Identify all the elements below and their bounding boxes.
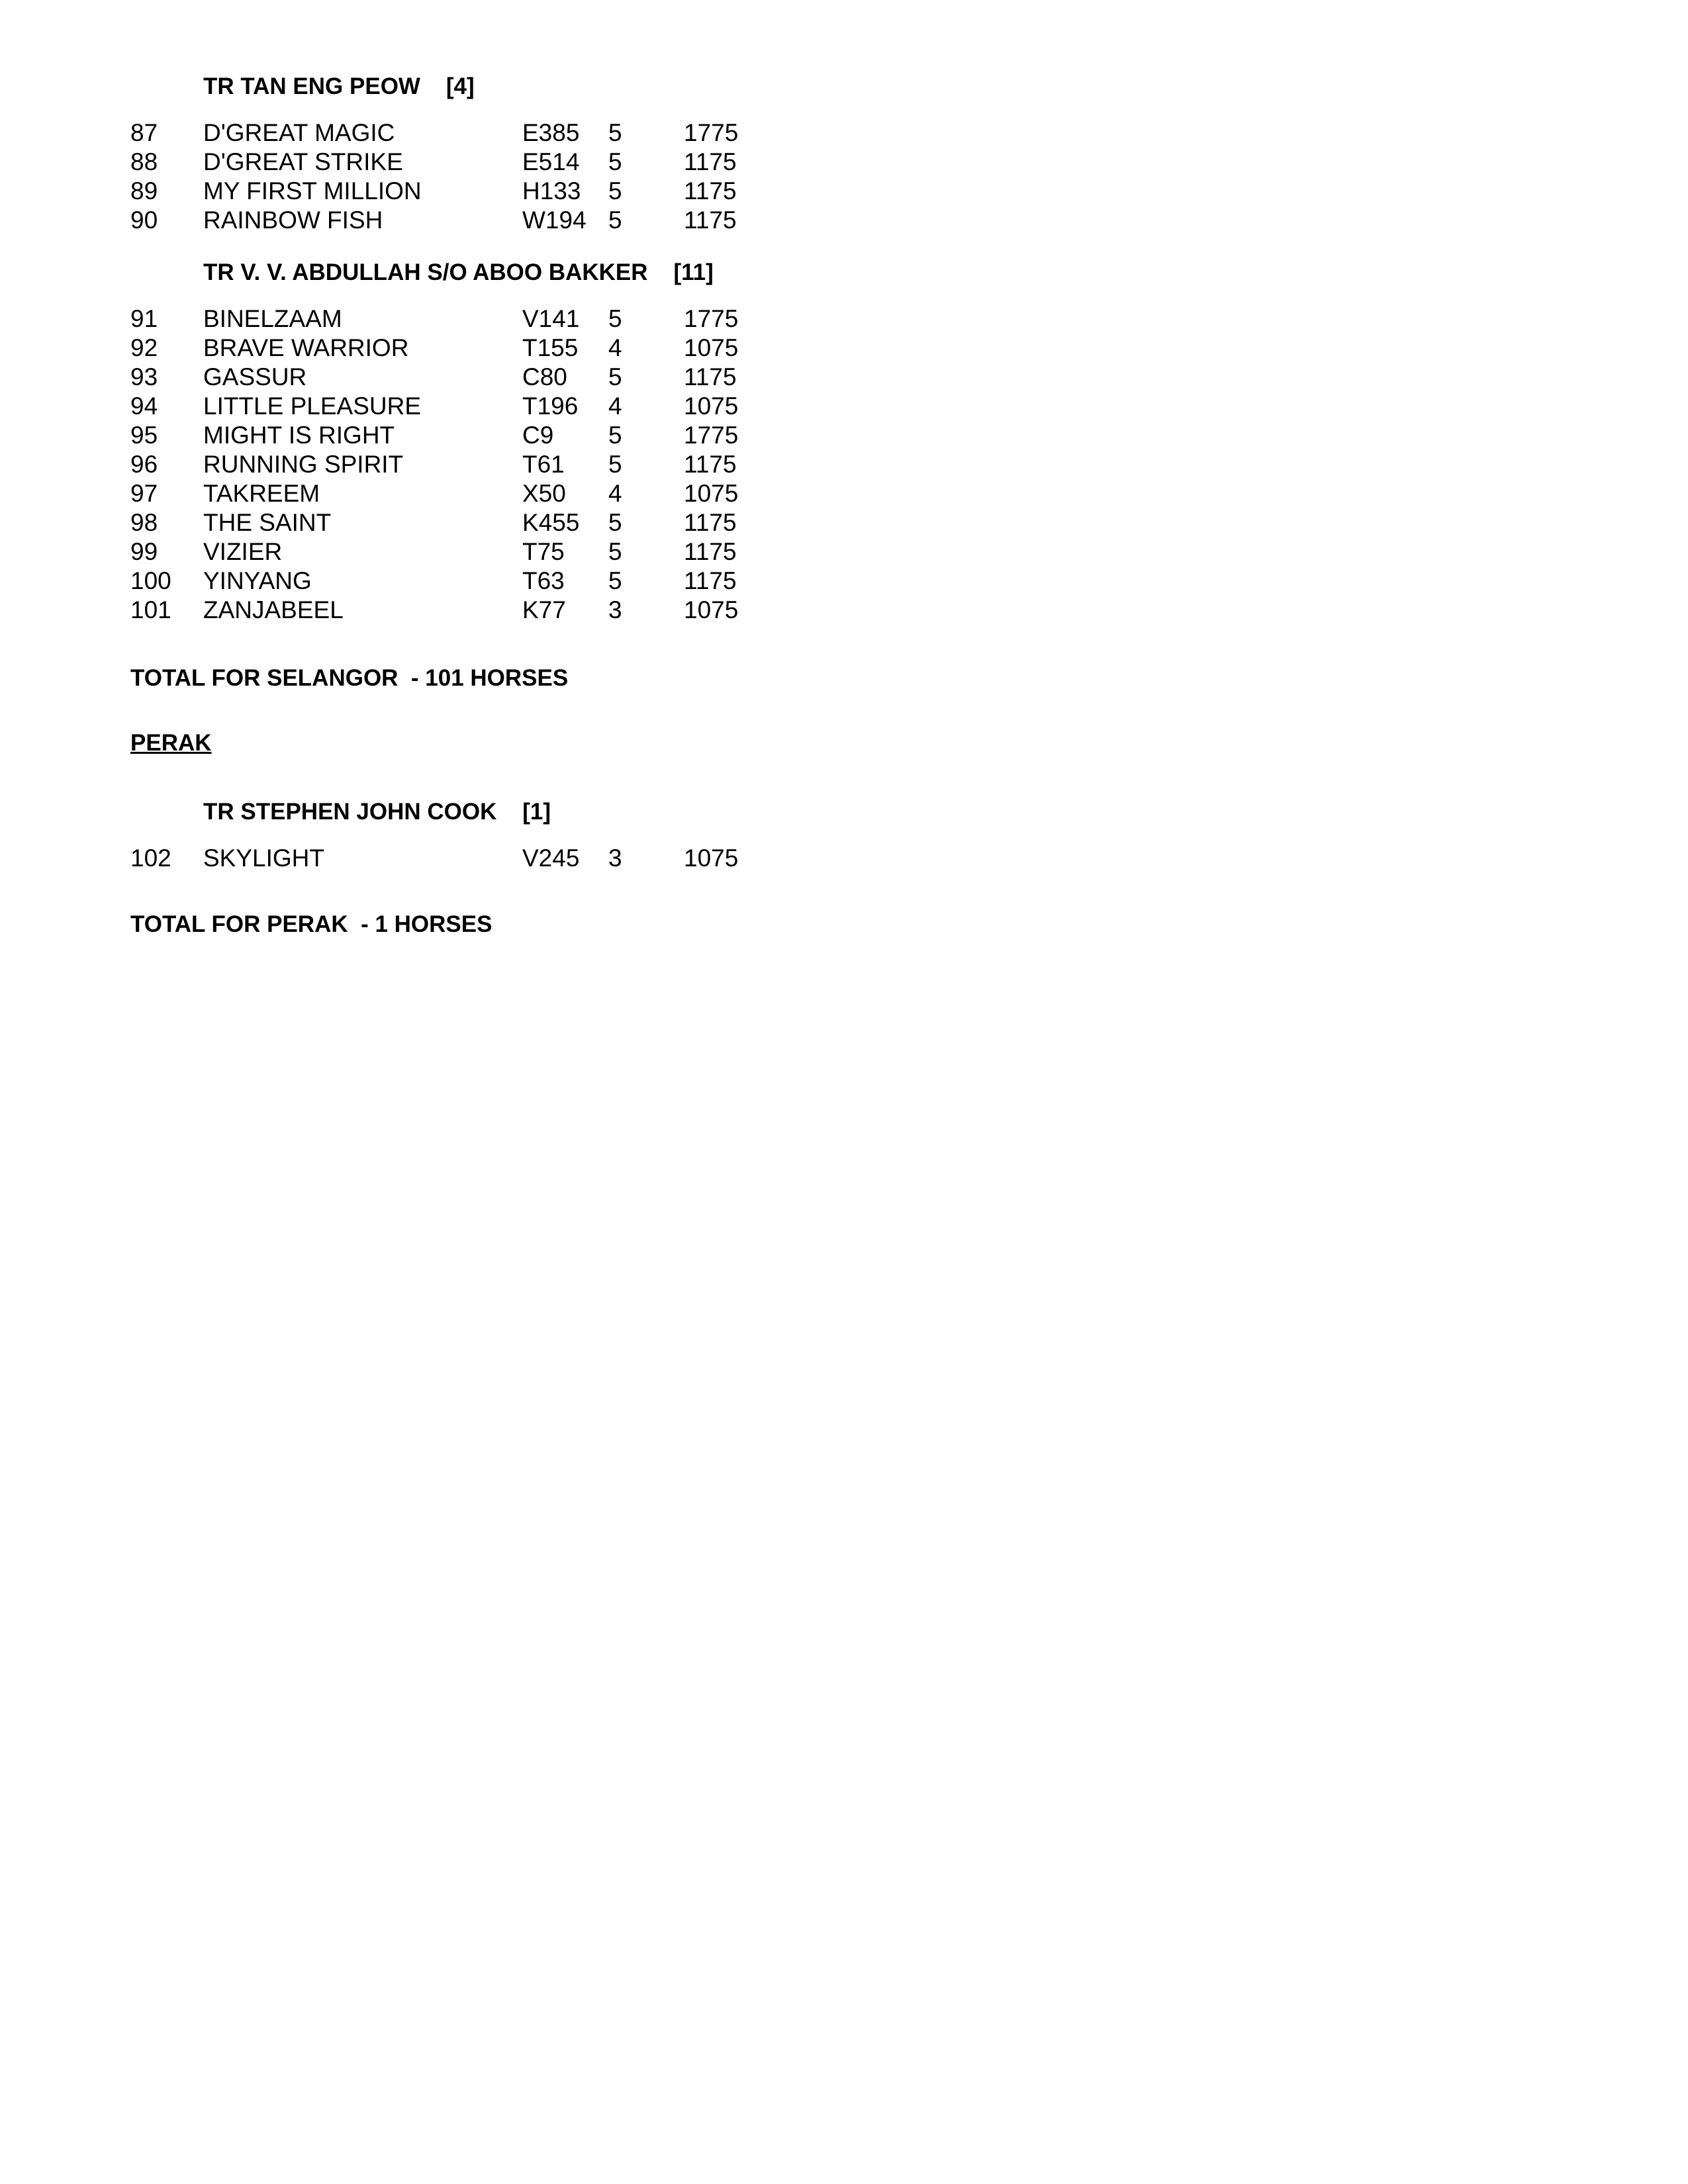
horse-age: 5 [608,422,622,449]
horse-code: V141 [522,305,580,332]
horse-code: K455 [522,509,580,536]
horse-code: H133 [522,177,581,205]
table-row [0,363,794,392]
horse-number: 93 [130,363,158,390]
horse-age: 5 [608,177,622,205]
table-row [0,148,794,177]
horse-code: W194 [522,206,586,234]
table-row [0,537,794,567]
horse-name: TAKREEM [203,480,320,507]
horse-rating: 1175 [684,538,737,565]
horse-code: E385 [522,119,580,146]
total-selangor: TOTAL FOR SELANGOR - 101 HORSES [130,665,569,691]
table-row [0,508,794,537]
horse-code: T75 [522,538,565,565]
horse-rating: 1175 [684,148,737,175]
horse-number: 95 [130,422,158,449]
horse-age: 5 [608,363,622,390]
horse-number: 102 [130,844,171,872]
horse-rating: 1175 [684,363,737,390]
table-row [0,334,794,363]
horse-rating: 1775 [684,305,739,332]
section-heading-perak: PERAK [130,730,212,756]
horse-age: 5 [608,305,622,332]
table-row [0,304,794,334]
table-row [0,596,794,625]
horse-rating: 1075 [684,392,739,420]
horse-rating: 1075 [684,480,739,507]
horse-age: 5 [608,509,622,536]
horse-age: 3 [608,596,622,623]
horse-rating: 1175 [684,177,737,205]
horse-number: 92 [130,334,158,361]
horse-name: MIGHT IS RIGHT [203,422,395,449]
trainer-heading: TR TAN ENG PEOW [4] [203,73,475,99]
horse-rating: 1175 [684,509,737,536]
horse-number: 90 [130,206,158,234]
horse-name: MY FIRST MILLION [203,177,422,205]
horse-name: VIZIER [203,538,283,565]
table-row [0,421,794,450]
horse-name: BINELZAAM [203,305,342,332]
horse-code: C9 [522,422,554,449]
horse-code: X50 [522,480,566,507]
horse-name: GASSUR [203,363,307,390]
horse-age: 5 [608,567,622,594]
horse-rating: 1775 [684,422,739,449]
horse-rating: 1075 [684,844,739,872]
trainer-heading: TR V. V. ABDULLAH S/O ABOO BAKKER [11] [203,259,714,285]
horse-number: 88 [130,148,158,175]
horse-name: SKYLIGHT [203,844,324,872]
horse-name: RAINBOW FISH [203,206,383,234]
horse-name: YINYANG [203,567,312,594]
horse-age: 5 [608,451,622,478]
table-row [0,118,794,148]
horse-age: 3 [608,844,622,872]
horse-age: 5 [608,119,622,146]
horse-number: 100 [130,567,171,594]
horse-name: D'GREAT MAGIC [203,119,395,146]
horse-code: E514 [522,148,580,175]
horse-age: 4 [608,480,622,507]
horse-rating: 1075 [684,596,739,623]
table-row [0,844,794,873]
horse-rating: 1075 [684,334,739,361]
horse-number: 101 [130,596,171,623]
horse-number: 94 [130,392,158,420]
table-row [0,567,794,596]
horse-age: 4 [608,334,622,361]
horse-rating: 1175 [684,567,737,594]
horse-rating: 1775 [684,119,739,146]
horse-number: 96 [130,451,158,478]
table-row [0,479,794,508]
horse-number: 91 [130,305,158,332]
table-row [0,392,794,421]
horse-age: 5 [608,148,622,175]
horse-number: 97 [130,480,158,507]
horse-rating: 1175 [684,206,737,234]
horse-name: D'GREAT STRIKE [203,148,403,175]
horse-number: 89 [130,177,158,205]
horse-name: BRAVE WARRIOR [203,334,409,361]
horse-age: 5 [608,538,622,565]
horse-code: V245 [522,844,580,872]
horse-age: 4 [608,392,622,420]
horse-code: C80 [522,363,567,390]
horse-number: 99 [130,538,158,565]
horse-code: T63 [522,567,565,594]
horse-code: T196 [522,392,579,420]
table-row [0,177,794,206]
table-row [0,450,794,479]
horse-name: ZANJABEEL [203,596,344,623]
trainer-heading: TR STEPHEN JOHN COOK [1] [203,799,551,825]
horse-code: T61 [522,451,565,478]
table-row [0,206,794,235]
total-perak: TOTAL FOR PERAK - 1 HORSES [130,911,492,937]
horse-number: 87 [130,119,158,146]
horse-number: 98 [130,509,158,536]
horse-code: K77 [522,596,566,623]
horse-code: T155 [522,334,579,361]
horse-name: RUNNING SPIRIT [203,451,404,478]
horse-rating: 1175 [684,451,737,478]
horse-name: THE SAINT [203,509,332,536]
horse-name: LITTLE PLEASURE [203,392,422,420]
horse-age: 5 [608,206,622,234]
